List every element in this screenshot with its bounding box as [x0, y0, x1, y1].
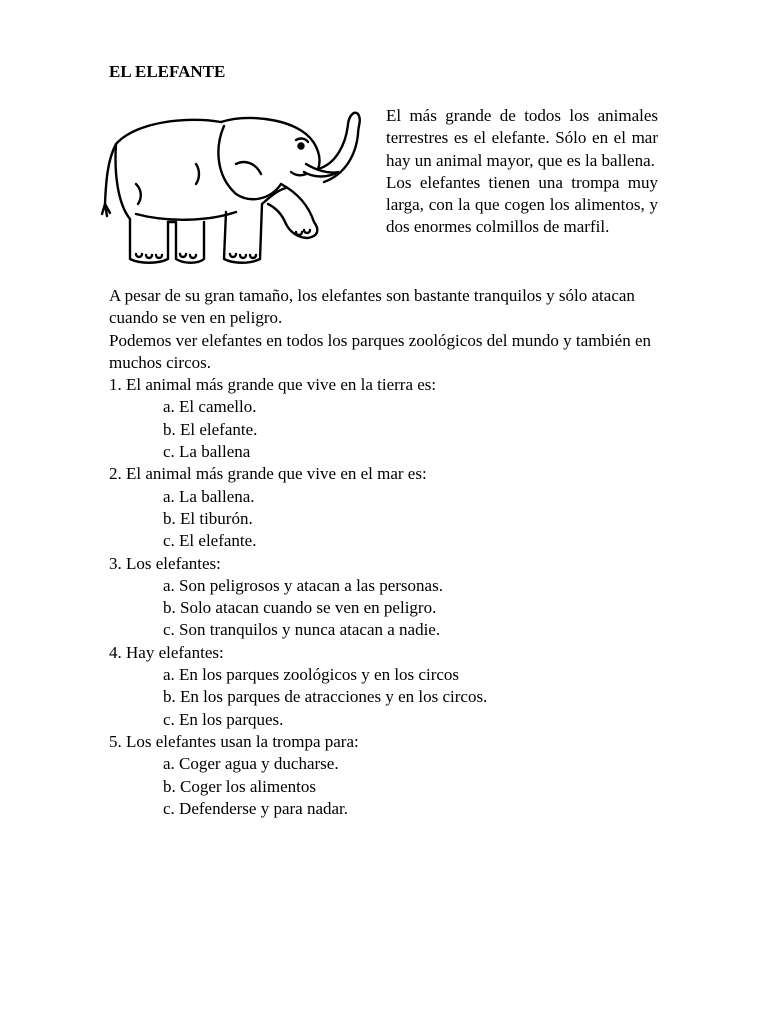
- question-text: 1. El animal más grande que vive en la tierra es:: [109, 375, 437, 395]
- answer-option: b. Coger los alimentos: [163, 776, 316, 796]
- body-paragraph: A pesar de su gran tamaño, los elefantes son bastante tranquilos y sólo atacan cuando se ven en peligro.: [109, 286, 635, 328]
- answer-option: b. El tiburón.: [163, 508, 253, 528]
- question-block: [109, 731, 659, 820]
- intro-paragraph: El más grande de todos los animales terrestres es el elefante. Sólo en el mar hay un animal mayor, que es la ballena.: [386, 106, 658, 170]
- answer-option: a. La ballena.: [163, 486, 255, 506]
- question-text: 4. Hay elefantes:: [109, 642, 224, 662]
- answer-option: c. En los parques.: [163, 709, 284, 729]
- question-text: 5. Los elefantes usan la trompa para:: [109, 731, 359, 751]
- question-block: [109, 553, 659, 642]
- answer-option: b. Solo atacan cuando se ven en peligro.: [163, 598, 437, 618]
- elephant-drawing-icon: [96, 104, 366, 274]
- question-block: [109, 463, 659, 552]
- answer-option: a. Son peligrosos y atacan a las personas.: [163, 575, 443, 595]
- intro-text: [386, 105, 658, 239]
- answer-option: c. Defenderse y para nadar.: [163, 798, 349, 818]
- answer-option: b. En los parques de atracciones y en los circos.: [163, 687, 488, 707]
- answer-option: c. Son tranquilos y nunca atacan a nadie.: [163, 620, 441, 640]
- answer-option: c. La ballena: [163, 442, 251, 462]
- question-text: 3. Los elefantes:: [109, 553, 221, 573]
- body-paragraph: Podemos ver elefantes en todos los parques zoológicos del mundo y también en muchos circos.: [109, 330, 651, 372]
- question-block: [109, 642, 659, 731]
- intro-paragraph: Los elefantes tienen una trompa muy larga, con la que cogen los alimentos, y dos enormes colmillos de marfil.: [386, 172, 658, 237]
- page-title: EL ELEFANTE: [109, 62, 226, 81]
- answer-option: a. Coger agua y ducharse.: [163, 754, 339, 774]
- answer-option: c. El elefante.: [163, 531, 257, 551]
- body-text: [109, 285, 659, 820]
- answer-option: b. El elefante.: [163, 419, 258, 439]
- answer-option: a. En los parques zoológicos y en los circos: [163, 665, 460, 685]
- answer-option: a. El camello.: [163, 397, 257, 417]
- question-block: [109, 374, 659, 463]
- question-text: 2. El animal más grande que vive en el mar es:: [109, 464, 427, 484]
